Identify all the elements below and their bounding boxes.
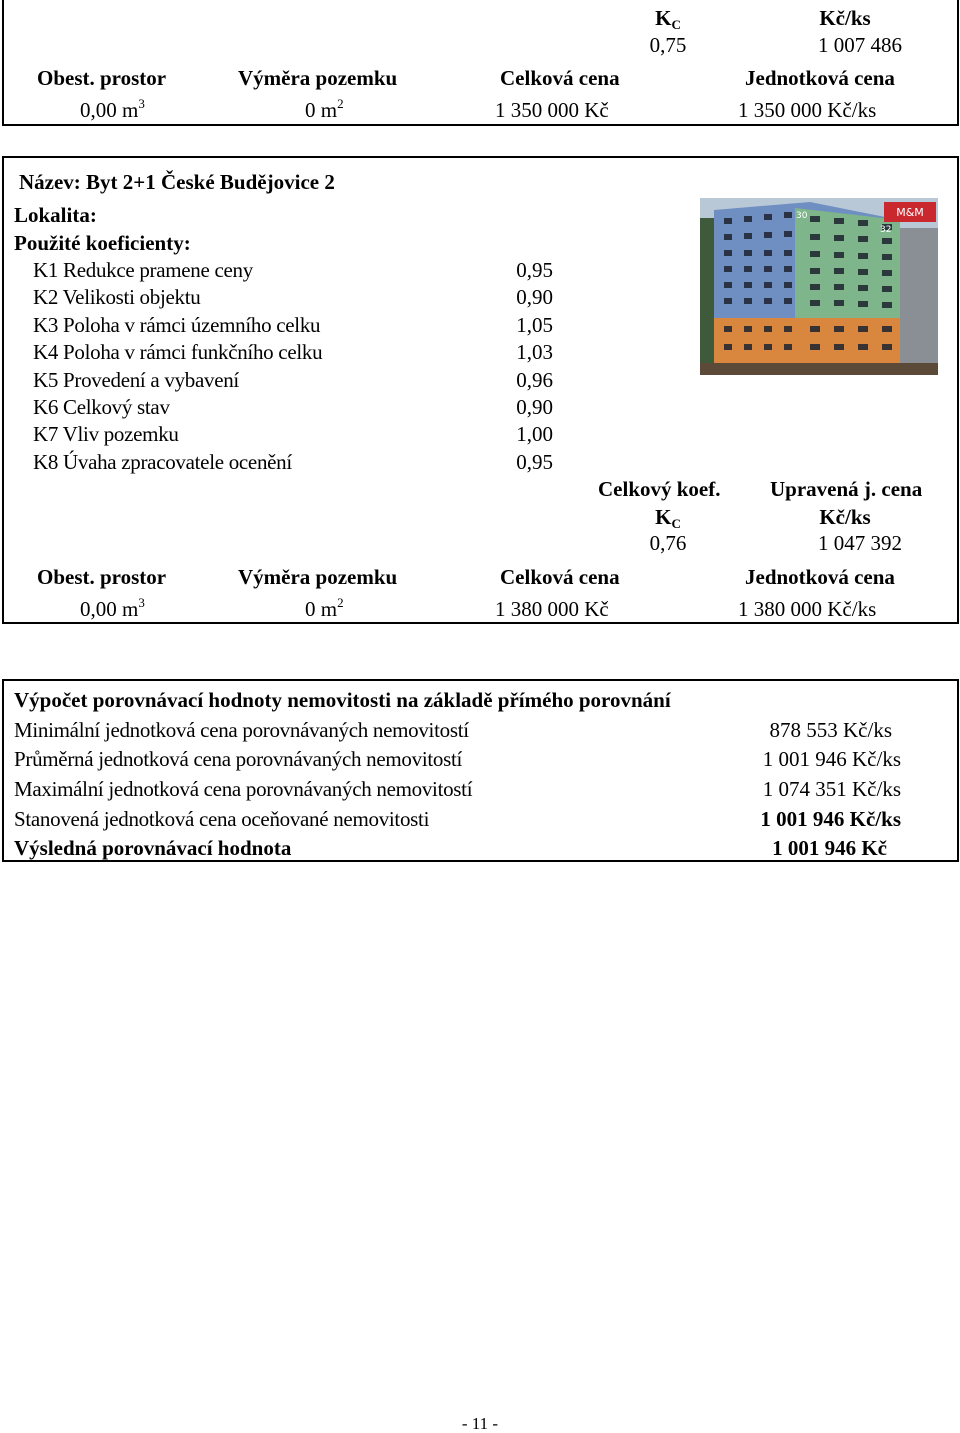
result-label: Výsledná porovnávací hodnota <box>14 836 292 860</box>
coef-value: 0,95 <box>516 258 553 282</box>
summary-row-label: Maximální jednotková cena porovnávaných nemovitostí <box>14 777 473 801</box>
summary-row-value: 1 001 946 Kč/ks <box>760 807 901 831</box>
result-value: 1 001 946 Kč <box>772 836 887 860</box>
coef-label: K4 Poloha v rámci funkčního celku <box>33 340 323 364</box>
unit-price: 1 380 000 Kč/ks <box>738 597 877 621</box>
coef-value: 0,90 <box>516 395 553 419</box>
header-total: Celková cena <box>500 565 620 589</box>
summary-row-label: Minimální jednotková cena porovnávaných nemovitostí <box>14 718 469 742</box>
prev-koef-value: 0,75 <box>649 33 687 57</box>
coef-value: 1,05 <box>516 313 553 337</box>
summary-title: Výpočet porovnávací hodnoty nemovitosti na základě přímého porovnání <box>14 688 671 712</box>
prev-header-volume: Obest. prostor <box>37 66 167 90</box>
coef-value: 0,96 <box>516 368 553 392</box>
photo-building-number: 30 <box>796 211 808 221</box>
coef-label: K2 Velikosti objektu <box>33 285 201 309</box>
prev-adjusted-price: 1 007 486 <box>818 33 902 57</box>
prev-total-price: 1 350 000 Kč <box>495 98 609 122</box>
prev-area: 0 $m^2$ <box>305 96 344 122</box>
koef-value: 0,76 <box>649 531 687 555</box>
photo-building-number-2: 32 <box>880 225 892 235</box>
summary-row-label: Průměrná jednotková cena porovnávaných nemovitostí <box>14 747 463 771</box>
header-area: Výměra pozemku <box>238 565 398 589</box>
coef-value: 0,95 <box>516 450 553 474</box>
summary-row-value: 1 074 351 Kč/ks <box>762 777 901 801</box>
area: 0 $m^2$ <box>305 595 344 621</box>
summary-row-label: Stanovená jednotková cena oceňované nemovitosti <box>14 807 430 831</box>
total-price: 1 380 000 Kč <box>495 597 609 621</box>
prev-header-unit: Jednotková cena <box>745 66 895 90</box>
adjusted-price: 1 047 392 <box>818 531 902 555</box>
coef-value: 1,00 <box>516 422 553 446</box>
record-coef-heading: Použité koeficienty: <box>14 231 191 255</box>
kc-label: KC <box>655 505 681 531</box>
coef-label: K8 Úvaha zpracovatele ocenění <box>33 450 292 474</box>
prev-unit-price: 1 350 000 Kč/ks <box>738 98 877 122</box>
coef-label: K6 Celkový stav <box>33 395 170 419</box>
header-unit: Jednotková cena <box>745 565 895 589</box>
prev-header-total: Celková cena <box>500 66 620 90</box>
prev-kc-label: KC <box>655 6 681 32</box>
page-number: - 11 - <box>461 1414 499 1433</box>
record-locality-label: Lokalita: <box>14 203 97 227</box>
prev-volume: 0,00 $m^3$ <box>80 96 145 122</box>
summary-row-value: 1 001 946 Kč/ks <box>762 747 901 771</box>
photo-sign-text: M&M <box>896 206 924 219</box>
adjusted-price-label: Upravená j. cena <box>770 477 923 501</box>
coef-label: K5 Provedení a vybavení <box>33 368 239 392</box>
unit-label: Kč/ks <box>819 505 871 529</box>
header-volume: Obest. prostor <box>37 565 167 589</box>
prev-unit-label: Kč/ks <box>819 6 871 30</box>
coef-label: K1 Redukce pramene ceny <box>33 258 253 282</box>
summary-row-value: 878 553 Kč/ks <box>769 718 892 742</box>
record-name: Název: Byt 2+1 České Budějovice 2 <box>19 170 335 194</box>
volume: 0,00 $m^3$ <box>80 595 145 621</box>
coef-value: 1,03 <box>516 340 553 364</box>
total-koef-label: Celkový koef. <box>598 477 721 501</box>
building-image <box>700 198 938 375</box>
prev-header-area: Výměra pozemku <box>238 66 398 90</box>
coef-value: 0,90 <box>516 285 553 309</box>
coef-label: K3 Poloha v rámci územního celku <box>33 313 321 337</box>
property-photo <box>700 198 938 375</box>
coef-label: K7 Vliv pozemku <box>33 422 179 446</box>
